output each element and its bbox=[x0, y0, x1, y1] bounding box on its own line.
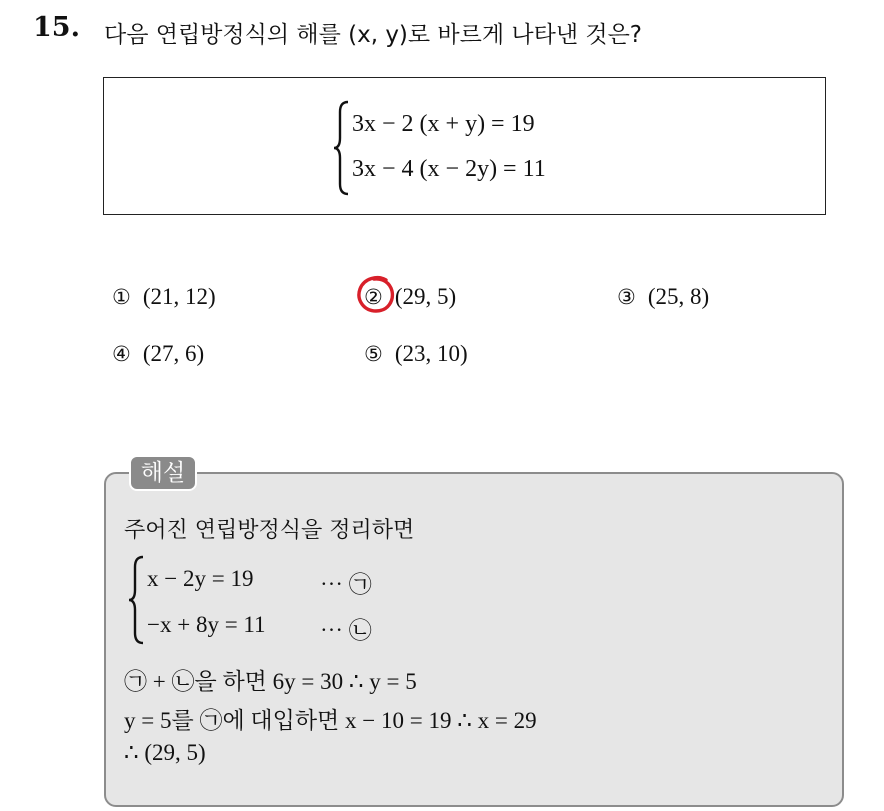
solution-step-2: y = 5를 ㉠에 대입하면 x − 10 = 19 ∴ x = 29 bbox=[124, 708, 537, 733]
solution-equation-1-tag: ⋯ ㉠ bbox=[320, 572, 372, 597]
choice-marker: ④ bbox=[112, 342, 131, 366]
solution-answer: ∴ (29, 5) bbox=[124, 740, 206, 765]
choice-value: (23, 10) bbox=[394, 341, 468, 366]
system-equation-1: 3x − 2 (x + y) = 19 bbox=[352, 111, 535, 137]
choice-value: (21, 12) bbox=[142, 284, 216, 309]
solution-equation-2-tag: ⋯ ㉡ bbox=[320, 618, 372, 643]
choice-value: (25, 8) bbox=[647, 284, 710, 309]
solution-tab-label: 해설 bbox=[129, 455, 197, 491]
choice-value: (29, 5) bbox=[394, 284, 457, 309]
solution-intro: 주어진 연립방정식을 정리하면 bbox=[124, 518, 415, 543]
choice-1[interactable] bbox=[112, 284, 216, 310]
question-text: 다음 연립방정식의 해를 (x, y)로 바르게 나타낸 것은? bbox=[104, 22, 643, 48]
solution-step-1: ㉠ + ㉡을 하면 6y = 30 ∴ y = 5 bbox=[124, 669, 417, 694]
question-number: 15. bbox=[33, 12, 80, 43]
choice-4[interactable] bbox=[112, 341, 204, 367]
choice-marker: ② bbox=[364, 285, 383, 309]
choice-marker: ③ bbox=[617, 285, 636, 309]
left-brace-icon bbox=[127, 555, 145, 645]
solution-equation-2: −x + 8y = 11 bbox=[147, 612, 266, 637]
choice-5[interactable] bbox=[364, 341, 468, 367]
left-brace-icon bbox=[332, 100, 350, 196]
choice-value: (27, 6) bbox=[142, 341, 205, 366]
solution-equation-1: x − 2y = 19 bbox=[147, 566, 254, 591]
choice-marker: ⑤ bbox=[364, 342, 383, 366]
choice-marker: ① bbox=[112, 285, 131, 309]
choice-3[interactable] bbox=[617, 284, 709, 310]
system-equation-2: 3x − 4 (x − 2y) = 11 bbox=[352, 156, 546, 182]
selected-answer-circle-icon bbox=[356, 274, 396, 314]
equation-system-box bbox=[103, 77, 826, 215]
